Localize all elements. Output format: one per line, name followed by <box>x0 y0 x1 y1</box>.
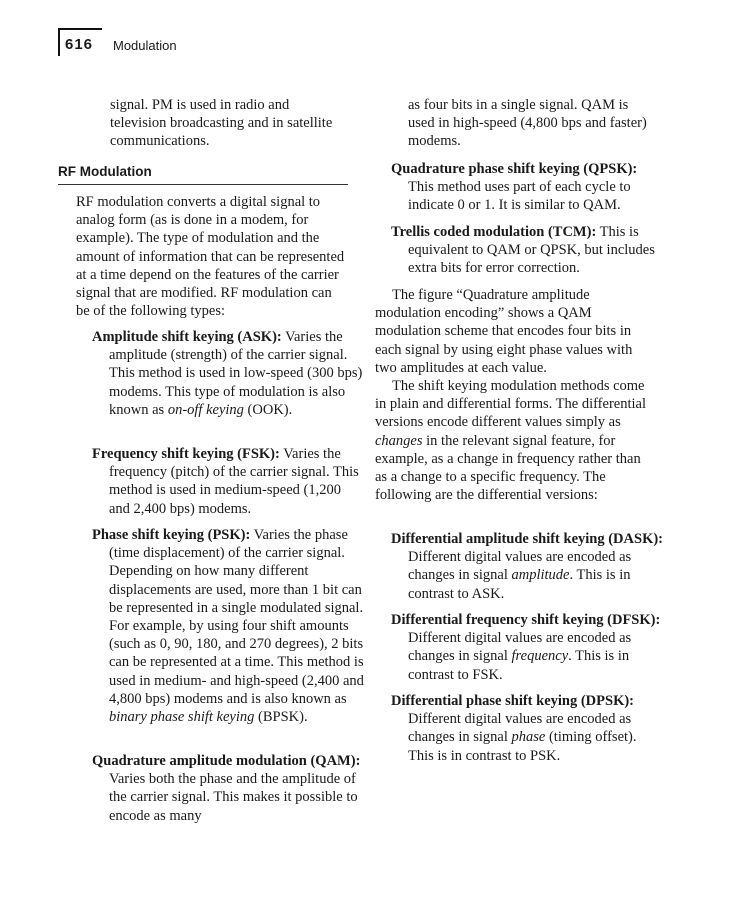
term-tcm: Trellis coded modulation (TCM): <box>391 224 597 240</box>
definition-fsk: Frequency shift keying (FSK): Varies the frequency (pitch) of the carrier signal. This method is used in medium-speed (1,200 and 2,400 bps) modems. <box>92 446 359 517</box>
section-heading: RF Modulation <box>58 164 152 179</box>
term-dask: Differential amplitude shift keying (DASK): <box>391 531 664 547</box>
body-paragraph-figure: The figure “Quadrature amplitude modulation encoding” shows a QAM modulation scheme that encodes four bits in each signal by using eight phase values with two amplitudes at each value. <box>375 287 633 376</box>
definition-psk: Phase shift keying (PSK): Varies the phase (time displacement) of the carrier signal. Depending on how many different displacements are used, more than 1 bit can be represented in a single modulated signal. For example, by using four shift amounts (such as 0, 90, 180, and 270 degrees), 2 bits can be represented at a time. This method is used in medium- and high-speed (2,400 and 4,800 bps) modems and is also known as binary phase shift keying (BPSK). <box>92 527 364 726</box>
section-heading-rule <box>58 184 348 185</box>
definition-tcm: Trellis coded modulation (TCM): This is equivalent to QAM or QPSK, but includes extra bits for error correction. <box>391 224 655 277</box>
term-dpsk: Differential phase shift keying (DPSK): <box>391 693 635 709</box>
term-qam: Quadrature amplitude modulation (QAM): <box>92 753 361 769</box>
body-paragraph-differential: The shift keying modulation methods come in plain and differential forms. The differential versions encode different values simply as changes in the relevant signal feature, for example, as a change in frequency rather than as a change to a specific frequency. The following are the differential versions: <box>375 378 646 504</box>
page-header <box>58 28 178 62</box>
page-number: 616 <box>65 36 94 53</box>
term-ask: Amplitude shift keying (ASK): <box>92 329 282 345</box>
term-dfsk: Differential frequency shift keying (DFSK): <box>391 612 661 628</box>
term-qpsk: Quadrature phase shift keying (QPSK): <box>391 161 638 177</box>
continued-paragraph-left: signal. PM is used in radio and television broadcasting and in satellite communications. <box>110 97 333 150</box>
header-rule-top <box>58 28 102 30</box>
running-title: Modulation <box>113 38 177 53</box>
intro-paragraph: RF modulation converts a digital signal to analog form (as is done in a modem, for example). The type of modulation and the amount of information that can be represented at a time depend on the features of the carrier signal that are modified. RF modulation can be of the following types: <box>76 194 345 320</box>
definition-qpsk: Quadrature phase shift keying (QPSK): This method uses part of each cycle to indicate 0 or 1. It is similar to QAM. <box>391 161 638 214</box>
continued-paragraph-right: as four bits in a single signal. QAM is used in high-speed (4,800 bps and faster) modems. <box>408 97 647 150</box>
definition-qam: Quadrature amplitude modulation (QAM): Varies both the phase and the amplitude of the carrier signal. This makes it possible to encode as many <box>92 753 361 824</box>
term-fsk: Frequency shift keying (FSK): <box>92 446 280 462</box>
definition-ask: Amplitude shift keying (ASK): Varies the amplitude (strength) of the carrier signal. This method is used in low-speed (300 bps) modems. This type of modulation is also known as on-off keying (OOK). <box>92 329 363 418</box>
definition-dask: Differential amplitude shift keying (DASK): Different digital values are encoded as changes in signal amplitude. This is in contrast to ASK. <box>391 531 664 602</box>
header-rule-left <box>58 28 60 56</box>
term-psk: Phase shift keying (PSK): <box>92 527 251 543</box>
definition-dfsk: Differential frequency shift keying (DFSK): Different digital values are encoded as changes in signal frequency. This is in contrast to FSK. <box>391 612 661 683</box>
definition-dpsk: Differential phase shift keying (DPSK): Different digital values are encoded as changes in signal phase (timing offset). This is in contrast to PSK. <box>391 693 637 764</box>
